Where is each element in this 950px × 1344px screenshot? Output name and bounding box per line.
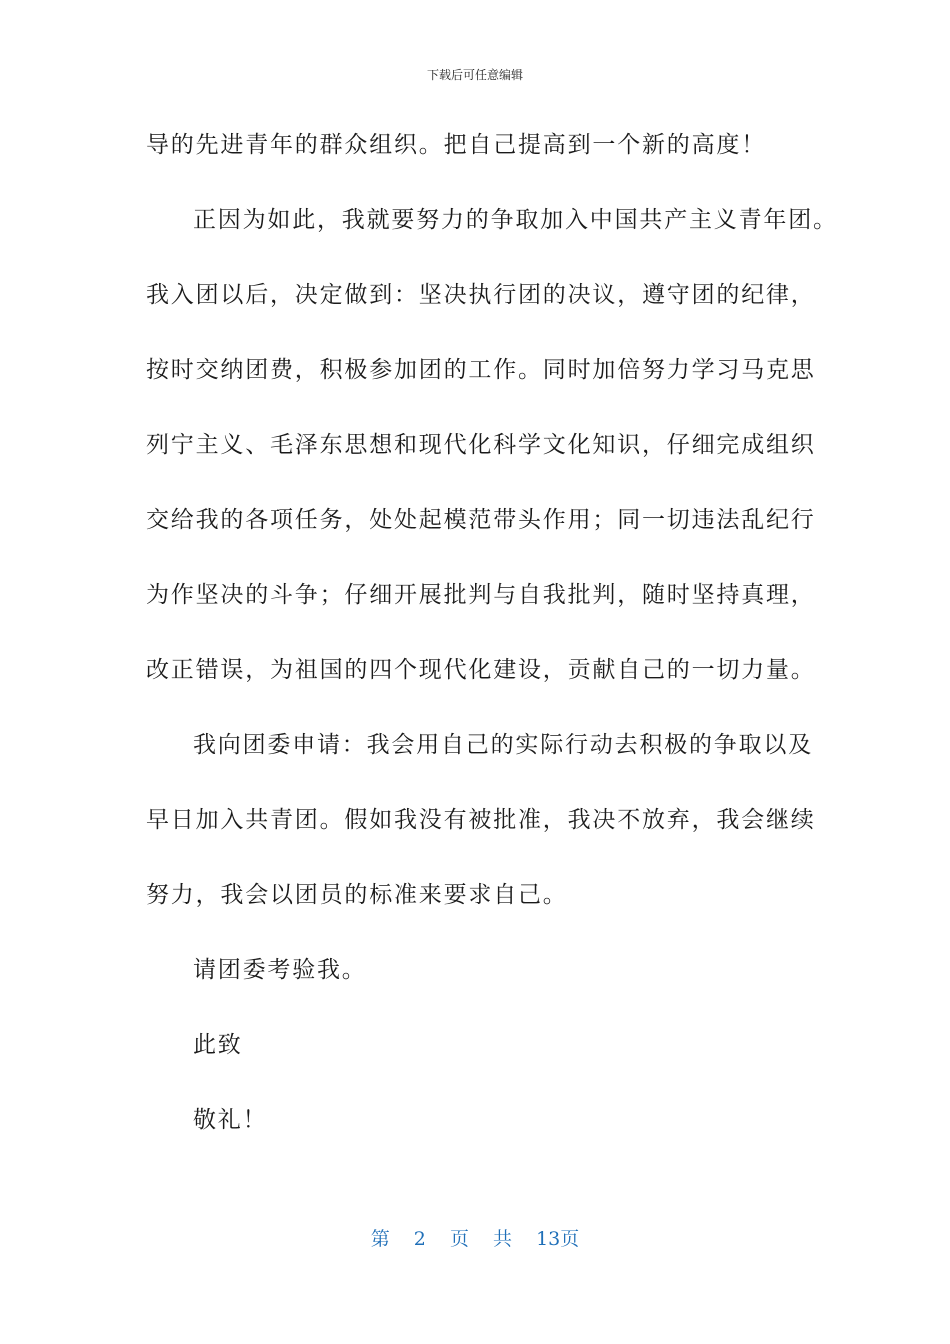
- text-line: 为作坚决的斗争；仔细开展批判与自我批判，随时坚持真理，: [146, 582, 816, 608]
- text-line: 导的先进青年的群众组织。把自己提高到一个新的高度！: [146, 132, 766, 158]
- text-line: 敬礼！: [193, 1107, 268, 1133]
- current-page-number: 2: [413, 1228, 426, 1250]
- text-line: 正因为如此，我就要努力的争取加入中国共产主义青年团。: [193, 207, 838, 233]
- text-line: 请团委考验我。: [193, 957, 367, 983]
- text-line: 此致: [193, 1032, 243, 1058]
- footer-total-prefix: 共: [493, 1228, 513, 1250]
- text-line: 列宁主义、毛泽东思想和现代化科学文化知识，仔细完成组织: [146, 432, 816, 458]
- text-line: 早日加入共青团。假如我没有被批准，我决不放弃，我会继续: [146, 807, 816, 833]
- text-line: 交给我的各项任务，处处起模范带头作用；同一切违法乱纪行: [146, 507, 816, 533]
- text-line: 改正错误，为祖国的四个现代化建设，贡献自己的一切力量。: [146, 657, 816, 683]
- page-header-note: 下载后可任意编辑: [426, 68, 523, 82]
- footer-page-label: 页: [449, 1228, 469, 1250]
- total-pages: 13页: [536, 1228, 580, 1250]
- text-line: 我入团以后，决定做到：坚决执行团的决议，遵守团的纪律，: [146, 282, 816, 308]
- footer-prefix: 第: [370, 1228, 390, 1250]
- text-line: 努力，我会以团员的标准来要求自己。: [146, 882, 568, 908]
- text-line: 按时交纳团费，积极参加团的工作。同时加倍努力学习马克思: [146, 357, 816, 383]
- text-line: 我向团委申请：我会用自己的实际行动去积极的争取以及: [193, 732, 813, 758]
- page-number-footer: [0, 1224, 950, 1251]
- document-body: [146, 120, 838, 1170]
